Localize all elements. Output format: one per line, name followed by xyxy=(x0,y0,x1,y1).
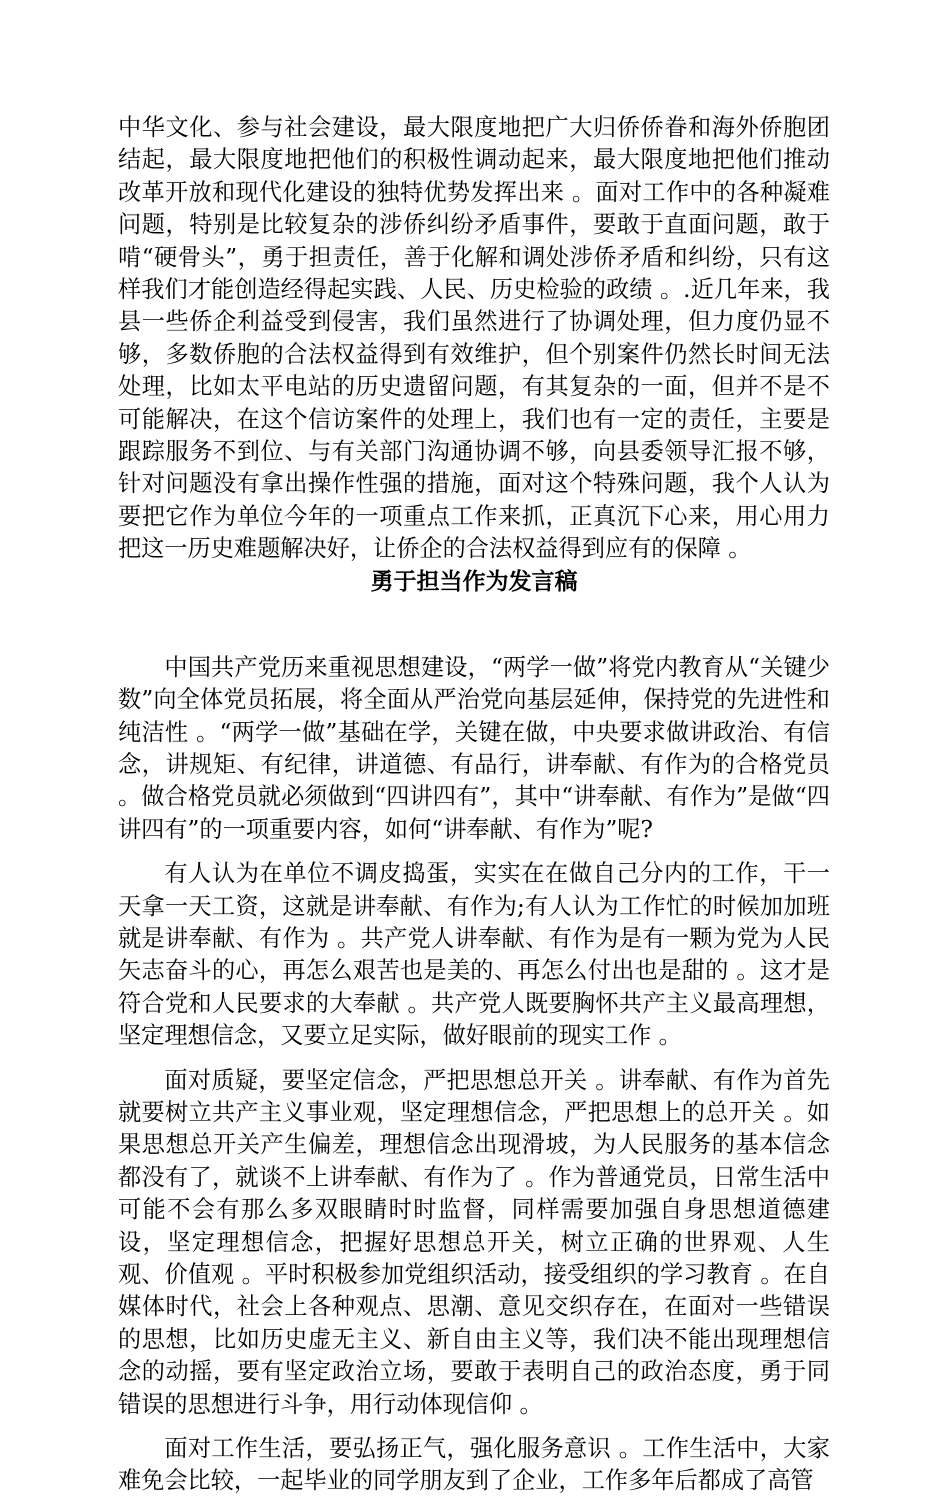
document-title: 勇于担当作为发言稿 xyxy=(370,568,578,595)
body-paragraph-3: 面对质疑，要坚定信念，严把思想总开关 。讲奉献、有作为首先就要树立共产主义事业观，坚定理想信念，严把思想上的总开关 。如果思想总开关产生偏差，理想信念出现滑坡，为人民服务的基本信念都没有了，就谈不上讲奉献、有作为了 。作为普通党员，日常生活中可能不会有那么多双眼睛时时监督，同样需要加强自身思想道德建设，坚定理想信念，把握好思想总开关，树立正确的世界观、人生观、价值观 。平时积极参加党组织活动，接受组织的学习教育 。在自媒体时代，社会上各种观点、思潮、意见交织存在，在面对一些错误的思想，比如历史虚无主义、新自由主义等，我们决不能出现理想信念的动摇，要有坚定政治立场，要敢于表明自己的政治态度，勇于同错误的思想进行斗争，用行动体现信仰 。 xyxy=(118,1066,830,1418)
document-page xyxy=(118,112,830,1498)
body-paragraph-1: 中国共产党历来重视思想建设，“两学一做”将党内教育从“关键少数”向全体党员拓展，将全面从严治党向基层延伸，保持党的先进性和纯洁性 。“两学一做”基础在学，关键在做，中央要求做讲政治、有信念，讲规矩、有纪律，讲道德、有品行，讲奉献、有作为的合格党员 。做合格党员就必须做到“四讲四有”，其中“讲奉献、有作为”是做“四讲四有”的一项重要内容，如何“讲奉献、有作为”呢? xyxy=(118,653,830,843)
title-spacer xyxy=(118,598,830,652)
body-paragraph-2: 有人认为在单位不调皮捣蛋，实实在在做自己分内的工作，干一天拿一天工资，这就是讲奉献、有作为;有人认为工作忙的时候加加班就是讲奉献、有作为 。共产党人讲奉献、有作为是有一颗为党为人民矢志奋斗的心，再怎么艰苦也是美的、再怎么付出也是甜的 。这才是符合党和人民要求的大奉献 。共产党人既要胸怀共产主义最高理想，坚定理想信念，又要立足实际，做好眼前的现实工作 。 xyxy=(118,860,830,1050)
body-paragraph-4: 面对工作生活，要弘扬正气，强化服务意识 。工作生活中，大家难免会比较，一起毕业的同学朋友到了企业，工作多年后都成了高管 xyxy=(118,1435,830,1495)
continuation-paragraph: 中华文化、参与社会建设，最大限度地把广大归侨侨眷和海外侨胞团结起，最大限度地把他们的积极性调动起来，最大限度地把他们推动改革开放和现代化建设的独特优势发挥出来 。面对工作中的各种凝难问题，特别是比较复杂的涉侨纠纷矛盾事件，要敢于直面问题，敢于啃“硬骨头”，勇于担责任，善于化解和调处涉侨矛盾和纠纷，只有这样我们才能创造经得起实践、人民、历史检验的政绩 。.近几年来，我县一些侨企利益受到侵害，我们虽然进行了协调处理，但力度仍显不够，多数侨胞的合法权益得到有效维护，但个别案件仍然长时间无法处理，比如太平电站的历史遗留问题，有其复杂的一面，但并不是不可能解决，在这个信访案件的处理上，我们也有一定的责任，主要是跟踪服务不到位、与有关部门沟通协调不够，向县委领导汇报不够，针对问题没有拿出操作性强的措施，面对这个特殊问题，我个人认为要把它作为单位今年的一项重点工作来抓，正真沉下心来，用心用力把这一历史难题解决好，让侨企的合法权益得到应有的保障 。 xyxy=(118,114,830,563)
